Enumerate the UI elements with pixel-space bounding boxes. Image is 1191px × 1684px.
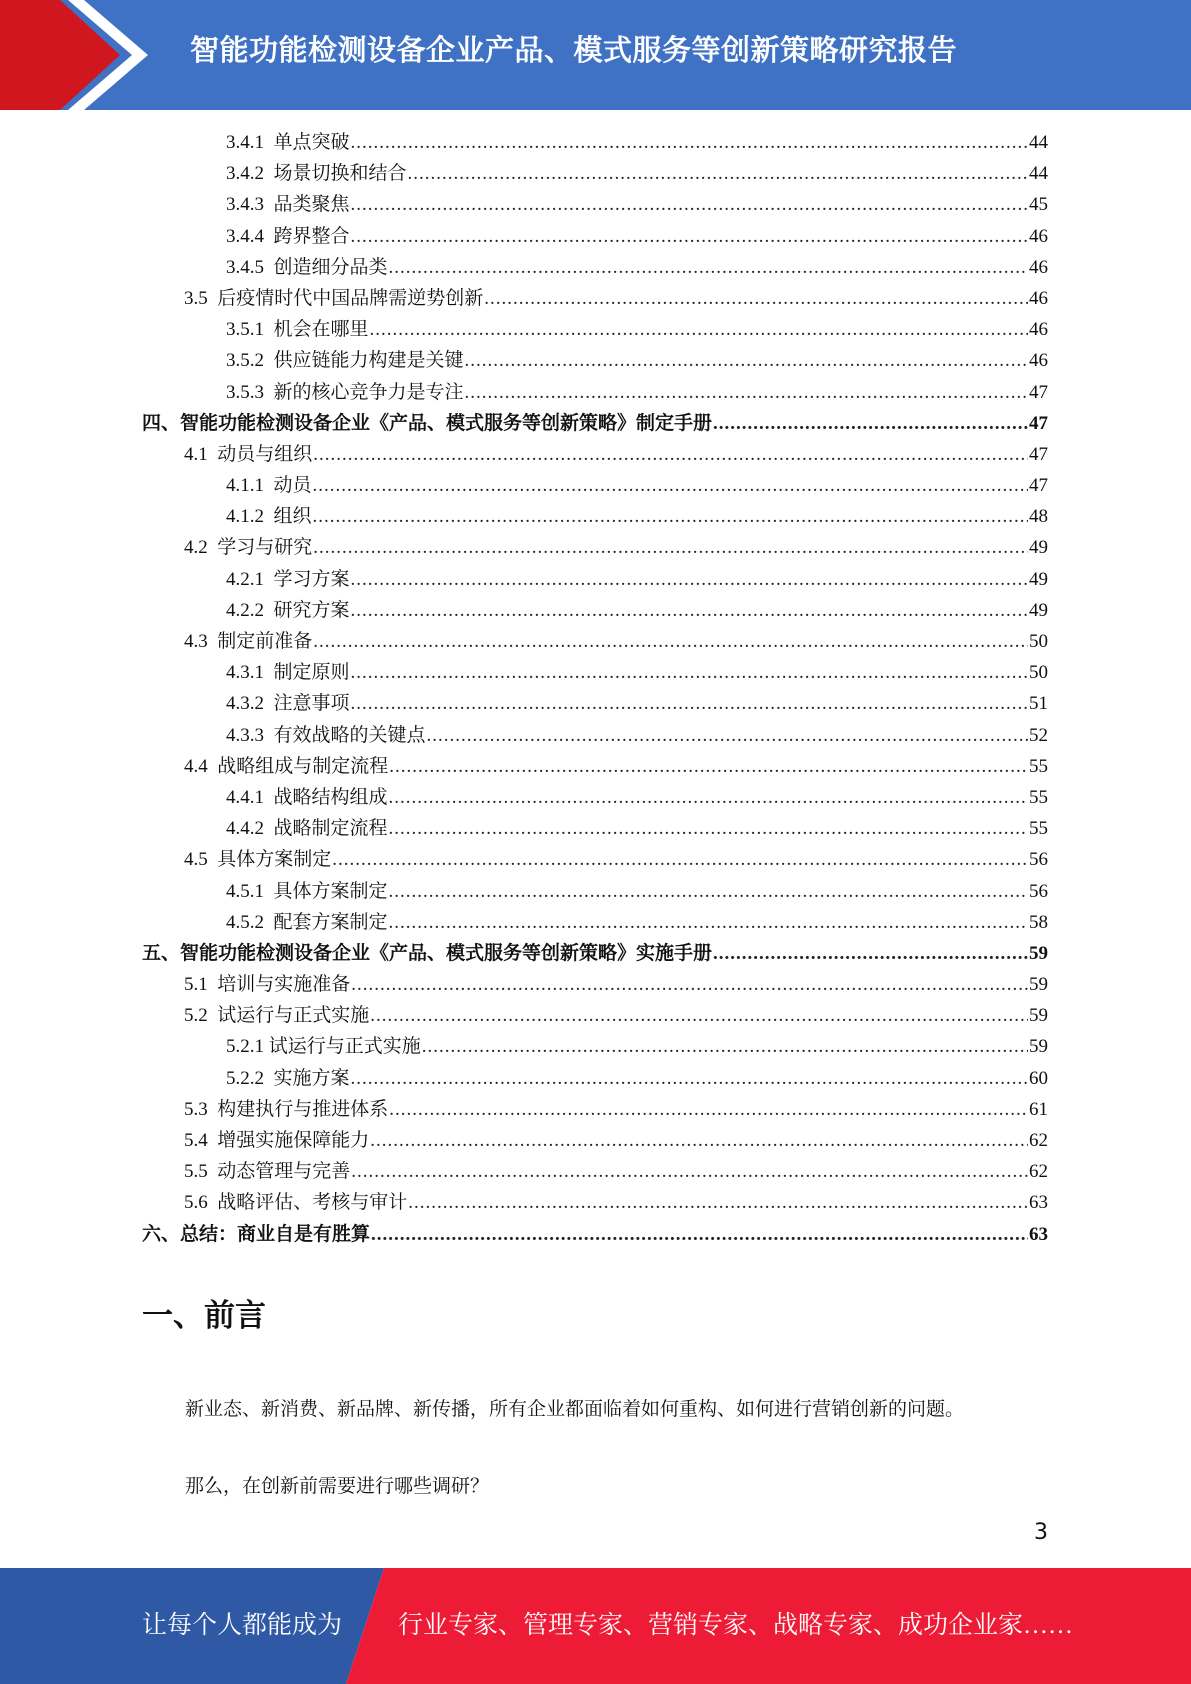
footer-slogan-left: 让每个人都能成为 [142,1612,343,1639]
toc-dot-leader [408,1187,1028,1218]
toc-dot-leader [351,1063,1028,1094]
toc-entry-title: 有效战略的关键点 [273,724,426,746]
toc-entry-page: 59 [1029,974,1048,996]
toc-entry-number: 3.5.2 [226,350,274,372]
toc-dot-leader [389,876,1028,907]
toc-entry-number: 4.3.1 [226,662,274,684]
page-number: 3 [1034,1520,1048,1545]
toc-entry[interactable] [142,907,1048,938]
toc-entry-title: 动员与组织 [217,443,313,465]
toc-entry-title: 组织 [273,506,312,528]
toc-entry-page: 55 [1029,786,1048,808]
toc-entry-page: 59 [1029,1036,1048,1058]
toc-entry-number: 3.4.5 [226,256,274,278]
toc-entry-page: 47 [1029,381,1048,403]
toc-dot-leader [351,564,1028,595]
toc-entry-number: 4.2.2 [226,599,274,621]
toc-entry-number: 4.1.2 [226,506,274,528]
toc-entry-title: 单点突破 [273,132,350,153]
toc-dot-leader [351,189,1028,220]
toc-entry-title: 后疫情时代中国品牌需逆势创新 [217,287,484,309]
paragraph: 那么，在创新前需要进行哪些调研？ [185,1476,490,1497]
toc-entry-page: 47 [1029,412,1048,434]
toc-entry-page: 55 [1029,755,1048,777]
toc-entry[interactable] [142,1000,1048,1031]
toc-entry[interactable] [142,377,1048,408]
toc-dot-leader [389,1094,1028,1125]
toc-entry-title: 四、智能功能检测设备企业《产品、模式服务等创新策略》制定手册 [142,412,713,434]
toc-entry-page: 56 [1029,849,1048,871]
toc-dot-leader [351,657,1028,688]
toc-entry-page: 60 [1029,1067,1048,1089]
toc-entry[interactable] [142,720,1048,751]
toc-entry-title: 实施方案 [273,1067,350,1089]
footer-slogan-right: 行业专家、管理专家、营销专家、战略专家、成功企业家…… [398,1612,1074,1639]
toc-entry-number: 4.3 [184,631,218,652]
toc-dot-leader [484,283,1028,314]
toc-dot-leader [313,532,1028,563]
toc-entry[interactable] [142,813,1048,844]
toc-entry-number: 4.5 [184,849,218,871]
toc-entry[interactable] [142,595,1048,626]
toc-entry-title: 培训与实施准备 [217,974,351,996]
toc-entry[interactable] [142,564,1048,595]
toc-dot-leader [389,907,1028,938]
toc-dot-leader [351,595,1028,626]
toc-entry-number: 3.4.3 [226,194,274,216]
toc-entry-page: 47 [1029,475,1048,497]
toc-entry-number: 5.2.1 [226,1036,269,1058]
report-title: 智能功能检测设备企业产品、模式服务等创新策略研究报告 [190,33,958,67]
toc-entry[interactable] [142,844,1048,875]
toc-entry-page: 45 [1029,194,1048,216]
toc-entry-number: 4.1 [184,443,218,465]
toc-entry-title: 供应链能力构建是关键 [273,350,464,372]
toc-entry-page: 46 [1029,350,1048,372]
toc-dot-leader [370,314,1028,345]
toc-entry-page: 61 [1029,1098,1048,1120]
toc-entry[interactable] [142,1125,1048,1156]
toc-dot-leader [371,1219,1028,1250]
toc-entry-page: 46 [1029,225,1048,247]
toc-entry-number: 5.6 [184,1192,218,1214]
toc-dot-leader [351,688,1028,719]
toc-entry-number: 5.2.2 [226,1067,274,1089]
toc-dot-leader [351,969,1028,1000]
toc-entry-number: 3.5.1 [226,319,274,341]
toc-dot-leader [351,127,1028,158]
toc-entry[interactable] [142,657,1048,688]
toc-entry-title: 新的核心竞争力是专注 [273,381,464,403]
toc-entry-page: 62 [1029,1161,1048,1183]
toc-entry[interactable] [142,1063,1048,1094]
toc-dot-leader [313,626,1028,657]
toc-dot-leader [389,813,1028,844]
toc-entry-number: 4.4.2 [226,818,274,840]
toc-entry[interactable] [142,189,1048,220]
toc-entry[interactable] [142,345,1048,376]
toc-entry-page: 44 [1029,132,1048,153]
toc-entry-number: 4.4.1 [226,786,274,808]
toc-entry-title: 试运行与正式实施 [268,1036,421,1058]
toc-entry-title: 配套方案制定 [273,911,388,933]
toc-entry[interactable] [142,1219,1048,1250]
toc-dot-leader [351,221,1028,252]
toc-entry-number: 4.2.1 [226,568,274,590]
toc-entry-page: 51 [1029,693,1048,715]
toc-entry[interactable] [142,1094,1048,1125]
toc-entry-title: 动态管理与完善 [217,1161,351,1183]
toc-entry-page: 63 [1029,1192,1048,1214]
toc-dot-leader [427,720,1028,751]
toc-dot-leader [465,345,1028,376]
toc-dot-leader [351,1156,1028,1187]
toc-dot-leader [332,844,1028,875]
toc-entry-title: 战略结构组成 [273,786,388,808]
toc-entry[interactable] [142,127,1048,158]
toc-entry-page: 50 [1029,662,1048,684]
paragraph: 新业态、新消费、新品牌、新传播，所有企业都面临着如何重构、如何进行营销创新的问题。 [185,1399,965,1420]
toc-entry-page: 59 [1029,1005,1048,1027]
toc-entry-number: 5.3 [184,1098,218,1120]
toc-entry-title: 制定前准备 [217,631,313,652]
toc-entry[interactable] [142,314,1048,345]
toc-entry-title: 机会在哪里 [273,319,369,341]
toc-entry-title: 创造细分品类 [273,256,388,278]
toc-entry-number: 4.4 [184,755,218,777]
toc-entry-title: 战略制定流程 [273,818,388,840]
toc-entry-page: 62 [1029,1130,1048,1151]
toc-entry-title: 场景切换和结合 [273,163,407,185]
page-header [0,0,1191,110]
toc-entry[interactable] [142,252,1048,283]
toc-entry-title: 研究方案 [273,599,350,621]
toc-entry-number: 5.4 [184,1130,218,1151]
toc-entry-number: 3.5.3 [226,381,274,403]
toc-entry-title: 跨界整合 [273,225,350,247]
section-heading: 一、前言 [142,1298,266,1334]
toc-entry[interactable] [142,938,1048,969]
toc-entry[interactable] [142,1187,1048,1218]
toc-dot-leader [389,782,1028,813]
toc-dot-leader [465,377,1028,408]
toc-entry[interactable] [142,439,1048,470]
toc-entry-page: 56 [1029,880,1048,902]
toc-entry[interactable] [142,1031,1048,1062]
toc-entry[interactable] [142,158,1048,189]
toc-dot-leader [370,1125,1028,1156]
toc-entry[interactable] [142,1156,1048,1187]
toc-dot-leader [313,470,1028,501]
toc-entry-page: 46 [1029,319,1048,341]
toc-entry[interactable] [142,283,1048,314]
toc-entry-number: 5.2 [184,1005,218,1027]
toc-entry-title: 注意事项 [273,693,350,715]
toc-dot-leader [389,751,1028,782]
toc-entry[interactable] [142,408,1048,439]
table-of-contents [142,127,1048,1250]
toc-entry[interactable] [142,688,1048,719]
toc-entry-page: 46 [1029,256,1048,278]
toc-entry-title: 具体方案制定 [273,880,388,902]
toc-entry[interactable] [142,626,1048,657]
toc-entry-title: 试运行与正式实施 [217,1005,370,1027]
toc-dot-leader [313,501,1028,532]
toc-entry-number: 4.5.1 [226,880,274,902]
toc-entry-number: 3.4.1 [226,132,274,153]
toc-dot-leader [370,1000,1028,1031]
toc-entry[interactable] [142,969,1048,1000]
toc-entry-page: 47 [1029,443,1048,465]
toc-entry[interactable] [142,221,1048,252]
toc-entry-title: 学习与研究 [217,537,313,559]
toc-entry-title: 六、总结：商业自是有胜算 [142,1223,371,1245]
toc-entry-title: 动员 [273,475,312,497]
toc-entry-title: 战略组成与制定流程 [217,755,389,777]
toc-entry-page: 58 [1029,911,1048,933]
toc-entry-number: 3.4.4 [226,225,274,247]
toc-entry-title: 构建执行与推进体系 [217,1098,389,1120]
toc-entry-page: 49 [1029,537,1048,559]
toc-entry-page: 50 [1029,631,1048,652]
toc-dot-leader [713,408,1028,439]
toc-entry-title: 学习方案 [273,568,350,590]
toc-entry[interactable] [142,751,1048,782]
toc-entry-page: 48 [1029,506,1048,528]
toc-entry-number: 4.2 [184,537,218,559]
toc-entry-page: 49 [1029,599,1048,621]
toc-entry-title: 具体方案制定 [217,849,332,871]
toc-entry-title: 五、智能功能检测设备企业《产品、模式服务等创新策略》实施手册 [142,942,713,964]
toc-entry[interactable] [142,876,1048,907]
toc-entry-page: 49 [1029,568,1048,590]
toc-entry-page: 63 [1029,1223,1048,1245]
toc-entry-title: 品类聚焦 [273,194,350,216]
toc-entry-page: 52 [1029,724,1048,746]
toc-entry-title: 制定原则 [273,662,350,684]
toc-entry-title: 战略评估、考核与审计 [217,1192,408,1214]
toc-entry[interactable] [142,532,1048,563]
toc-dot-leader [408,158,1028,189]
toc-dot-leader [713,938,1028,969]
toc-entry-number: 4.3.3 [226,724,274,746]
toc-entry-page: 59 [1029,942,1048,964]
toc-entry-number: 4.1.1 [226,475,274,497]
toc-dot-leader [313,439,1028,470]
toc-entry-page: 44 [1029,163,1048,185]
toc-entry[interactable] [142,501,1048,532]
toc-entry[interactable] [142,782,1048,813]
toc-entry-page: 46 [1029,287,1048,309]
toc-entry-number: 5.5 [184,1161,218,1183]
toc-entry-number: 3.5 [184,287,218,309]
toc-entry-number: 3.4.2 [226,163,274,185]
toc-entry-number: 4.3.2 [226,693,274,715]
toc-entry-number: 5.1 [184,974,218,996]
toc-entry-title: 增强实施保障能力 [217,1130,370,1151]
toc-entry-page: 55 [1029,818,1048,840]
page-footer [0,1568,1191,1684]
toc-entry-number: 4.5.2 [226,911,274,933]
toc-dot-leader [422,1031,1028,1062]
toc-dot-leader [389,252,1028,283]
toc-entry[interactable] [142,470,1048,501]
